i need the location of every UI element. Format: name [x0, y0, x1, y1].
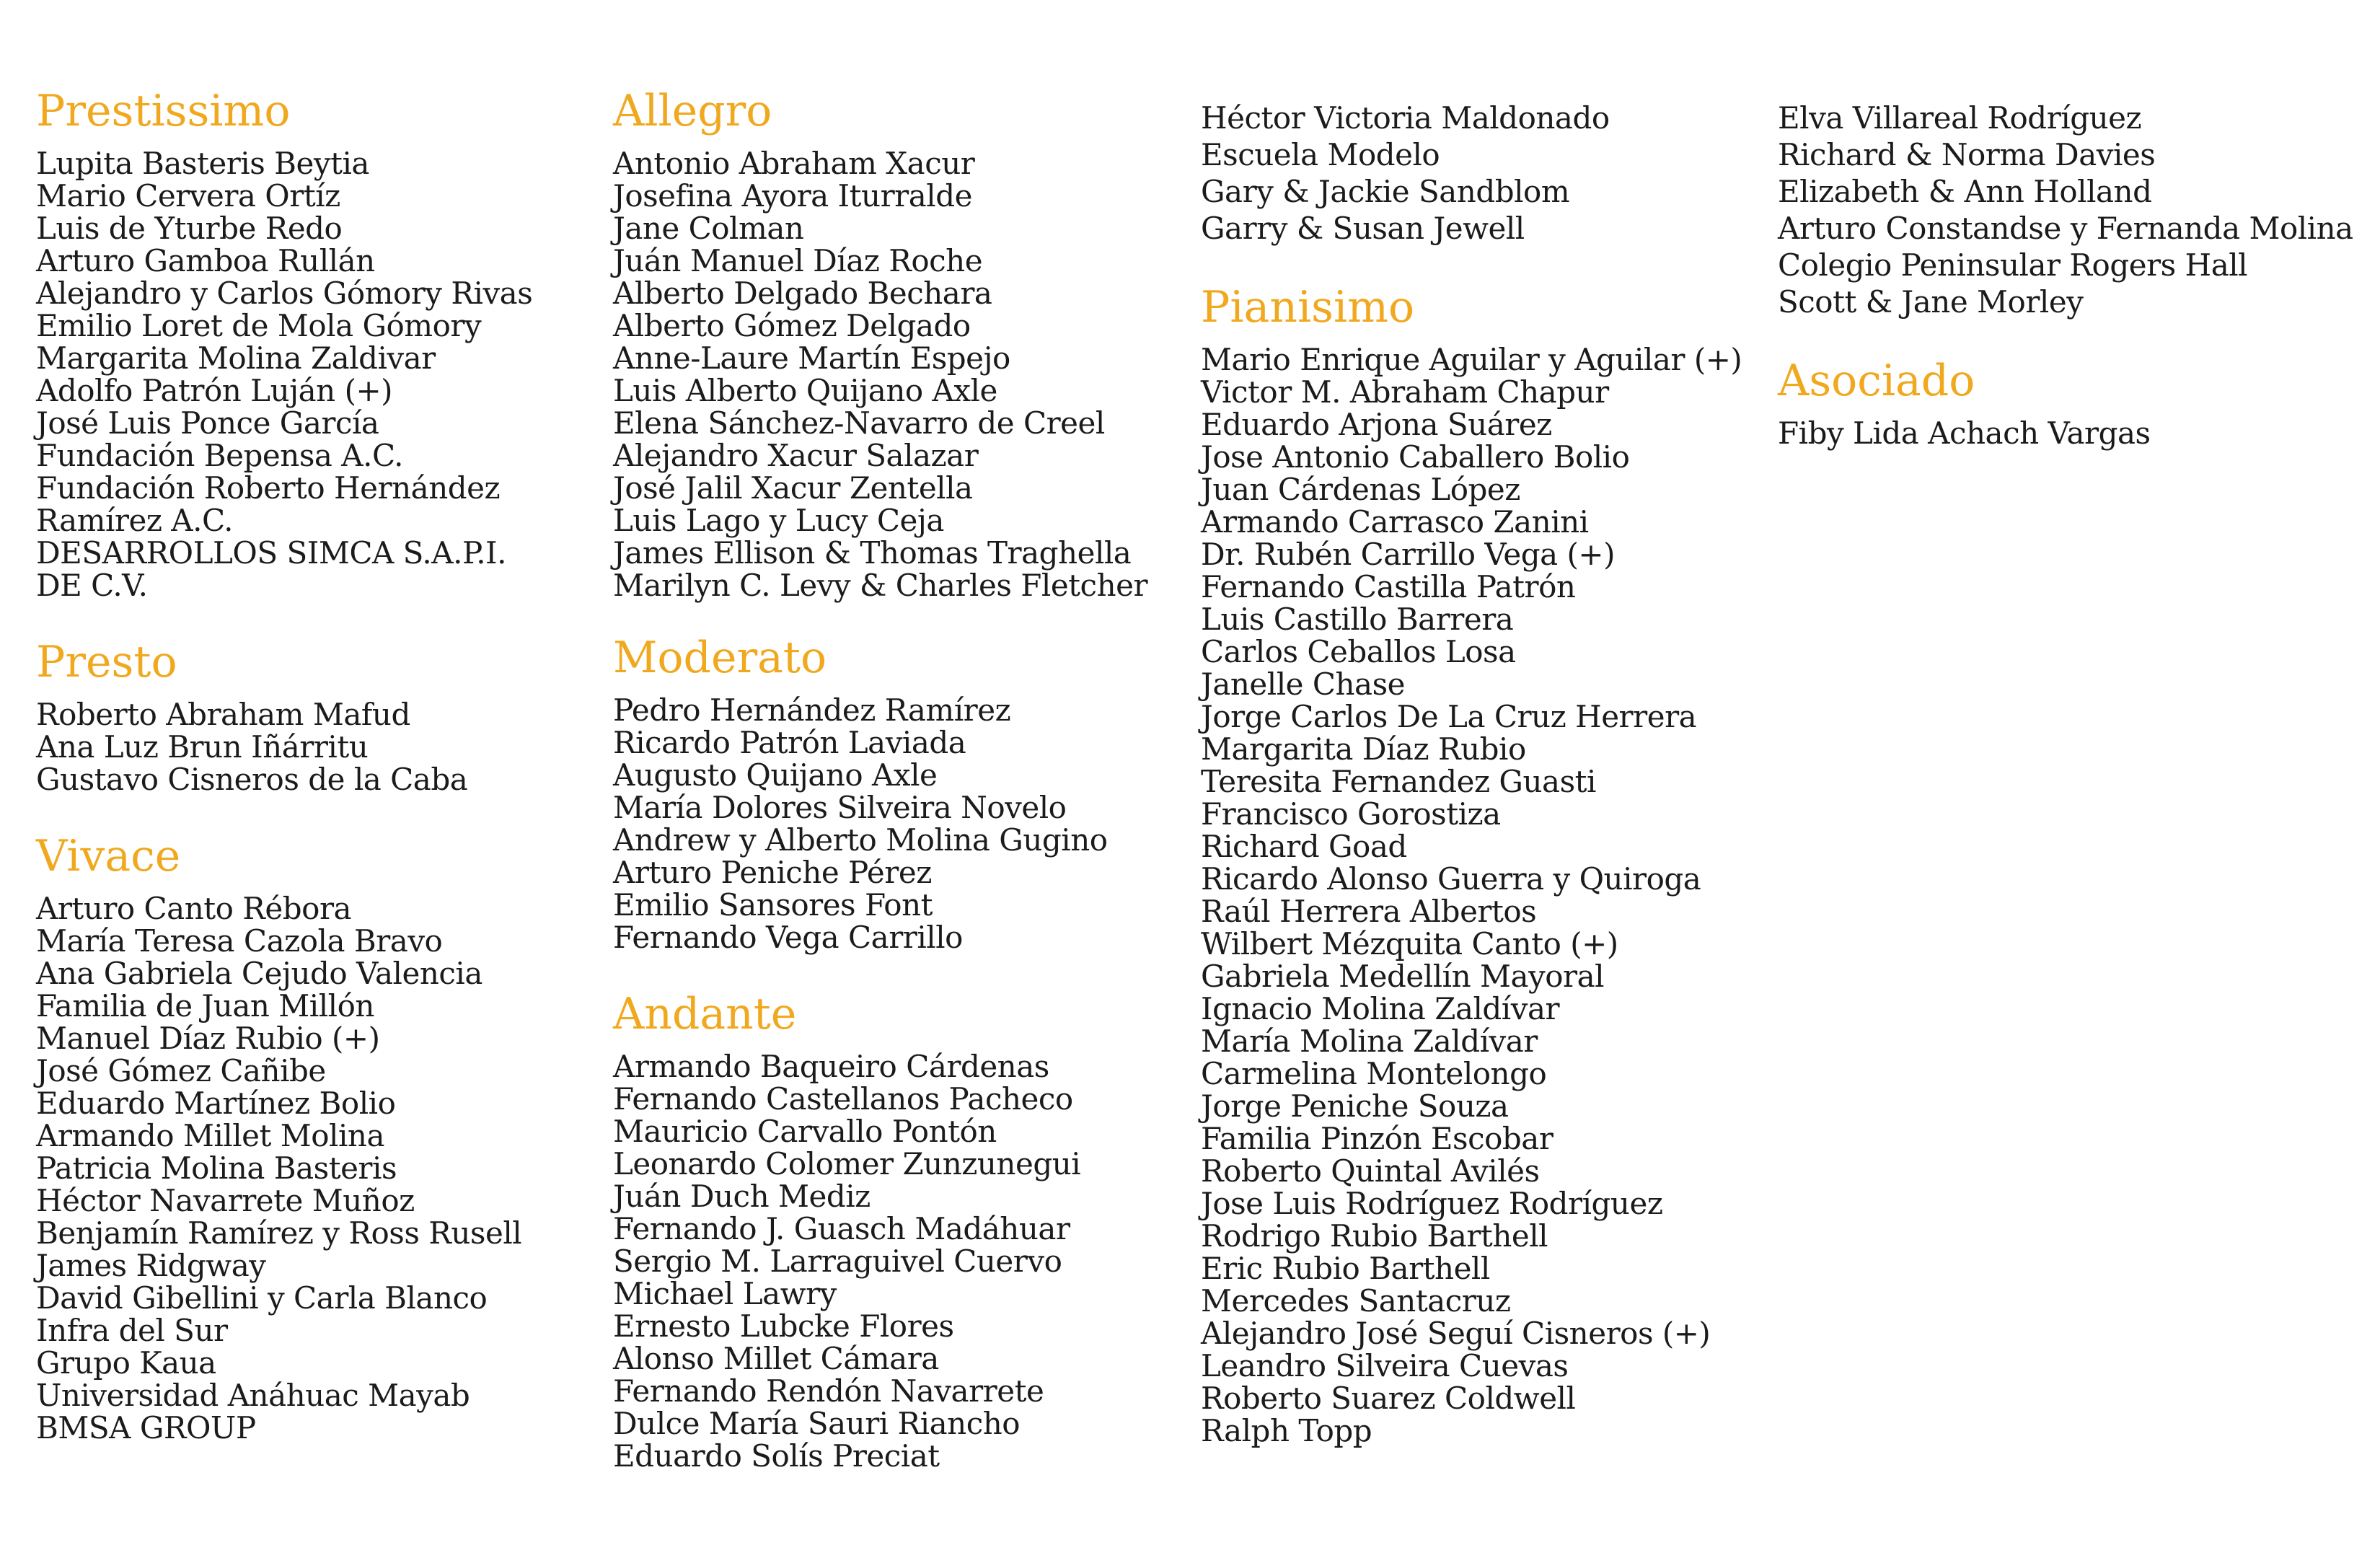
donor-name: David Gibellini y Carla Blanco	[36, 1280, 488, 1316]
section-heading: Pianisimo	[1201, 282, 1415, 333]
donor-name: Rodrigo Rubio Barthell	[1201, 1218, 1548, 1254]
donor-name: Luis de Yturbe Redo	[36, 211, 343, 246]
donor-name: Jorge Peniche Souza	[1201, 1088, 1509, 1124]
donor-name: Alberto Delgado Bechara	[613, 276, 992, 311]
donor-name: Eric Rubio Barthell	[1201, 1251, 1490, 1286]
donor-name: Juán Duch Mediz	[613, 1179, 871, 1214]
donor-name: Elena Sánchez-Navarro de Creel	[613, 405, 1105, 441]
section-heading: Moderato	[613, 633, 827, 683]
section-heading: Prestissimo	[36, 86, 291, 136]
donor-name: Ana Luz Brun Iñárritu	[36, 729, 369, 765]
donor-name: Carlos Ceballos Losa	[1201, 634, 1516, 669]
donor-name: Scott & Jane Morley	[1778, 284, 2084, 320]
section-heading: Presto	[36, 637, 177, 687]
donor-name: Alberto Gómez Delgado	[613, 308, 971, 343]
donor-name: Emilio Sansores Font	[613, 887, 933, 923]
donor-name: Gary & Jackie Sandblom	[1201, 174, 1570, 209]
donor-name: Fernando Castilla Patrón	[1201, 569, 1576, 604]
column-4	[1778, 100, 2353, 451]
name-list	[613, 1050, 1176, 1472]
donor-name: DESARROLLOS SIMCA S.A.P.I.	[36, 535, 506, 571]
donor-name: Janelle Chase	[1201, 666, 1405, 702]
donor-name: Familia Pinzón Escobar	[1201, 1121, 1553, 1156]
section-asociado	[1778, 355, 2340, 449]
name-list	[1201, 100, 1763, 247]
donor-name: Wilbert Mézquita Canto (+)	[1201, 926, 1618, 961]
section-gap	[36, 602, 599, 636]
donor-name: Arturo Gamboa Rullán	[36, 243, 375, 278]
donor-name: Victor M. Abraham Chapur	[1201, 374, 1609, 410]
donor-name: James Ridgway	[36, 1248, 266, 1283]
donor-name: Dr. Rubén Carrillo Vega (+)	[1201, 537, 1615, 572]
donor-name: María Molina Zaldívar	[1201, 1024, 1538, 1059]
section-heading: Asociado	[1778, 356, 1975, 406]
column-1	[36, 85, 599, 1444]
donor-name: Pedro Hernández Ramírez	[613, 692, 1011, 728]
donor-name: Richard Goad	[1201, 829, 1407, 864]
section-continued	[1778, 100, 2353, 320]
donor-name: Fernando Castellanos Pacheco	[613, 1081, 1073, 1117]
donor-name: Marilyn C. Levy & Charles Fletcher	[613, 568, 1148, 603]
donor-name: Alonso Millet Cámara	[613, 1341, 939, 1376]
donor-name: María Dolores Silveira Novelo	[613, 790, 1067, 825]
donor-name: Benjamín Ramírez y Ross Rusell	[36, 1215, 522, 1251]
name-list	[36, 698, 599, 796]
donor-name: Jorge Carlos De La Cruz Herrera	[1201, 699, 1697, 734]
donor-name: Armando Millet Molina	[36, 1118, 384, 1153]
donor-name: Fundación Roberto Hernández	[36, 470, 501, 506]
donor-name: Armando Baqueiro Cárdenas	[613, 1049, 1049, 1084]
donor-name: Andrew y Alberto Molina Gugino	[613, 822, 1108, 858]
donor-name: James Ellison & Thomas Traghella	[613, 535, 1132, 571]
donor-name: Fundación Bepensa A.C.	[36, 438, 403, 473]
section-prestissimo	[36, 85, 599, 602]
donor-name: Eduardo Arjona Suárez	[1201, 407, 1552, 442]
donor-name: José Jalil Xacur Zentella	[613, 470, 973, 506]
section-gap	[1778, 320, 2340, 355]
donor-name: Margarita Molina Zaldivar	[36, 340, 436, 376]
donor-name: Alejandro José Seguí Cisneros (+)	[1201, 1316, 1711, 1351]
donor-name: Grupo Kaua	[36, 1345, 216, 1381]
donor-name: Fiby Lida Achach Vargas	[1778, 415, 2151, 451]
name-list	[613, 694, 1176, 954]
donor-name: Ralph Topp	[1201, 1413, 1372, 1448]
donor-name: Fernando Vega Carrillo	[613, 920, 963, 955]
donor-name: Universidad Anáhuac Mayab	[36, 1378, 470, 1413]
donor-name: María Teresa Cazola Bravo	[36, 923, 443, 959]
donor-name: Augusto Quijano Axle	[613, 757, 938, 793]
donor-name: Ricardo Alonso Guerra y Quiroga	[1201, 861, 1701, 897]
name-list	[1778, 417, 2340, 449]
donor-name: Anne-Laure Martín Espejo	[613, 340, 1010, 376]
section-allegro	[613, 85, 1176, 602]
donor-name: Fernando Rendón Navarrete	[613, 1373, 1044, 1409]
section-vivace	[36, 830, 599, 1444]
donor-name: Familia de Juan Millón	[36, 988, 374, 1024]
section-andante	[613, 988, 1176, 1472]
donor-name: Ricardo Patrón Laviada	[613, 725, 966, 760]
donor-name: Manuel Díaz Rubio (+)	[36, 1021, 380, 1056]
section-heading: Vivace	[36, 831, 181, 881]
donor-name: BMSA GROUP	[36, 1410, 256, 1445]
donor-name: Fernando J. Guasch Madáhuar	[613, 1211, 1070, 1246]
donor-name: Elizabeth & Ann Holland	[1778, 174, 2152, 209]
donor-name: Héctor Victoria Maldonado	[1201, 100, 1610, 136]
donor-name: Mario Enrique Aguilar y Aguilar (+)	[1201, 342, 1742, 377]
section-gap	[36, 796, 599, 830]
section-gap	[613, 602, 1176, 632]
donor-name: Sergio M. Larraguivel Cuervo	[613, 1244, 1062, 1279]
donor-name: Lupita Basteris Beytia	[36, 146, 369, 181]
donor-name: Teresita Fernandez Guasti	[1201, 764, 1596, 799]
donor-name: Arturo Peniche Pérez	[613, 855, 932, 890]
name-list	[1778, 100, 2353, 320]
name-list	[36, 147, 599, 602]
donor-name: Eduardo Martínez Bolio	[36, 1086, 396, 1121]
donor-name: Raúl Herrera Albertos	[1201, 894, 1537, 929]
donor-name: Garry & Susan Jewell	[1201, 211, 1525, 246]
donor-name: Arturo Canto Rébora	[36, 891, 352, 926]
donor-name: Patricia Molina Basteris	[36, 1150, 397, 1186]
donor-name: Luis Lago y Lucy Ceja	[613, 503, 944, 538]
donor-name: Carmelina Montelongo	[1201, 1056, 1547, 1091]
donor-name: Roberto Suarez Coldwell	[1201, 1381, 1576, 1416]
donor-name: Gabriela Medellín Mayoral	[1201, 959, 1605, 994]
section-heading: Allegro	[613, 86, 772, 136]
donor-name: Infra del Sur	[36, 1313, 228, 1348]
donor-name: José Luis Ponce García	[36, 405, 379, 441]
donor-name: Roberto Abraham Mafud	[36, 697, 410, 732]
section-continued	[1201, 100, 1763, 247]
section-heading: Andante	[613, 989, 797, 1039]
donor-name: Gustavo Cisneros de la Caba	[36, 762, 468, 797]
section-pianisimo	[1201, 281, 1763, 1447]
donor-name: Jose Antonio Caballero Bolio	[1201, 439, 1630, 475]
name-list	[613, 147, 1176, 602]
donor-name: Jose Luis Rodríguez Rodríguez	[1201, 1186, 1663, 1221]
name-list	[36, 892, 599, 1444]
donor-name: Alejandro y Carlos Gómory Rivas	[36, 276, 533, 311]
donor-name: Emilio Loret de Mola Gómory	[36, 308, 482, 343]
donor-name: Dulce María Sauri Riancho	[613, 1406, 1021, 1441]
name-list	[1201, 343, 1763, 1447]
donor-name: Colegio Peninsular Rogers Hall	[1778, 247, 2248, 283]
donor-name: Leonardo Colomer Zunzunegui	[613, 1146, 1081, 1181]
donor-name: Michael Lawry	[613, 1276, 837, 1311]
section-gap	[613, 954, 1176, 988]
donor-name: Richard & Norma Davies	[1778, 137, 2156, 172]
donor-name: Eduardo Solís Preciat	[613, 1438, 940, 1474]
donor-name: Josefina Ayora Iturralde	[613, 178, 972, 214]
section-moderato	[613, 632, 1176, 954]
donor-name: Luis Castillo Barrera	[1201, 602, 1514, 637]
donor-name: Margarita Díaz Rubio	[1201, 731, 1526, 767]
donor-name: Mario Cervera Ortíz	[36, 178, 340, 214]
donor-name: DE C.V.	[36, 568, 148, 603]
donor-name: Elva Villareal Rodríguez	[1778, 100, 2142, 136]
column-2	[613, 85, 1176, 1472]
donor-name: José Gómez Cañibe	[36, 1053, 326, 1088]
donor-name: Jane Colman	[613, 211, 804, 246]
donor-name: Roberto Quintal Avilés	[1201, 1153, 1540, 1189]
donor-name: Ernesto Lubcke Flores	[613, 1308, 954, 1344]
donor-name: Ignacio Molina Zaldívar	[1201, 991, 1560, 1026]
donor-name: Mauricio Carvallo Pontón	[613, 1114, 997, 1149]
donor-name: Alejandro Xacur Salazar	[613, 438, 979, 473]
donor-name: Francisco Gorostiza	[1201, 796, 1501, 832]
donor-name: Armando Carrasco Zanini	[1201, 504, 1589, 540]
donor-name: Arturo Constandse y Fernanda Molina	[1778, 211, 2353, 246]
donor-name: Mercedes Santacruz	[1201, 1283, 1511, 1319]
donor-name: Luis Alberto Quijano Axle	[613, 373, 997, 408]
donor-name: Juán Manuel Díaz Roche	[613, 243, 983, 278]
column-3	[1201, 100, 1763, 1447]
donor-name: Escuela Modelo	[1201, 137, 1440, 172]
donor-name: Antonio Abraham Xacur	[613, 146, 975, 181]
donor-name: Juan Cárdenas López	[1201, 472, 1520, 507]
section-gap	[1201, 247, 1763, 281]
donor-name: Ramírez A.C.	[36, 503, 233, 538]
donor-name: Ana Gabriela Cejudo Valencia	[36, 956, 482, 991]
donor-name: Héctor Navarrete Muñoz	[36, 1183, 415, 1218]
donor-name: Adolfo Patrón Luján (+)	[36, 373, 393, 408]
section-presto	[36, 636, 599, 796]
donor-name: Leandro Silveira Cuevas	[1201, 1348, 1569, 1383]
